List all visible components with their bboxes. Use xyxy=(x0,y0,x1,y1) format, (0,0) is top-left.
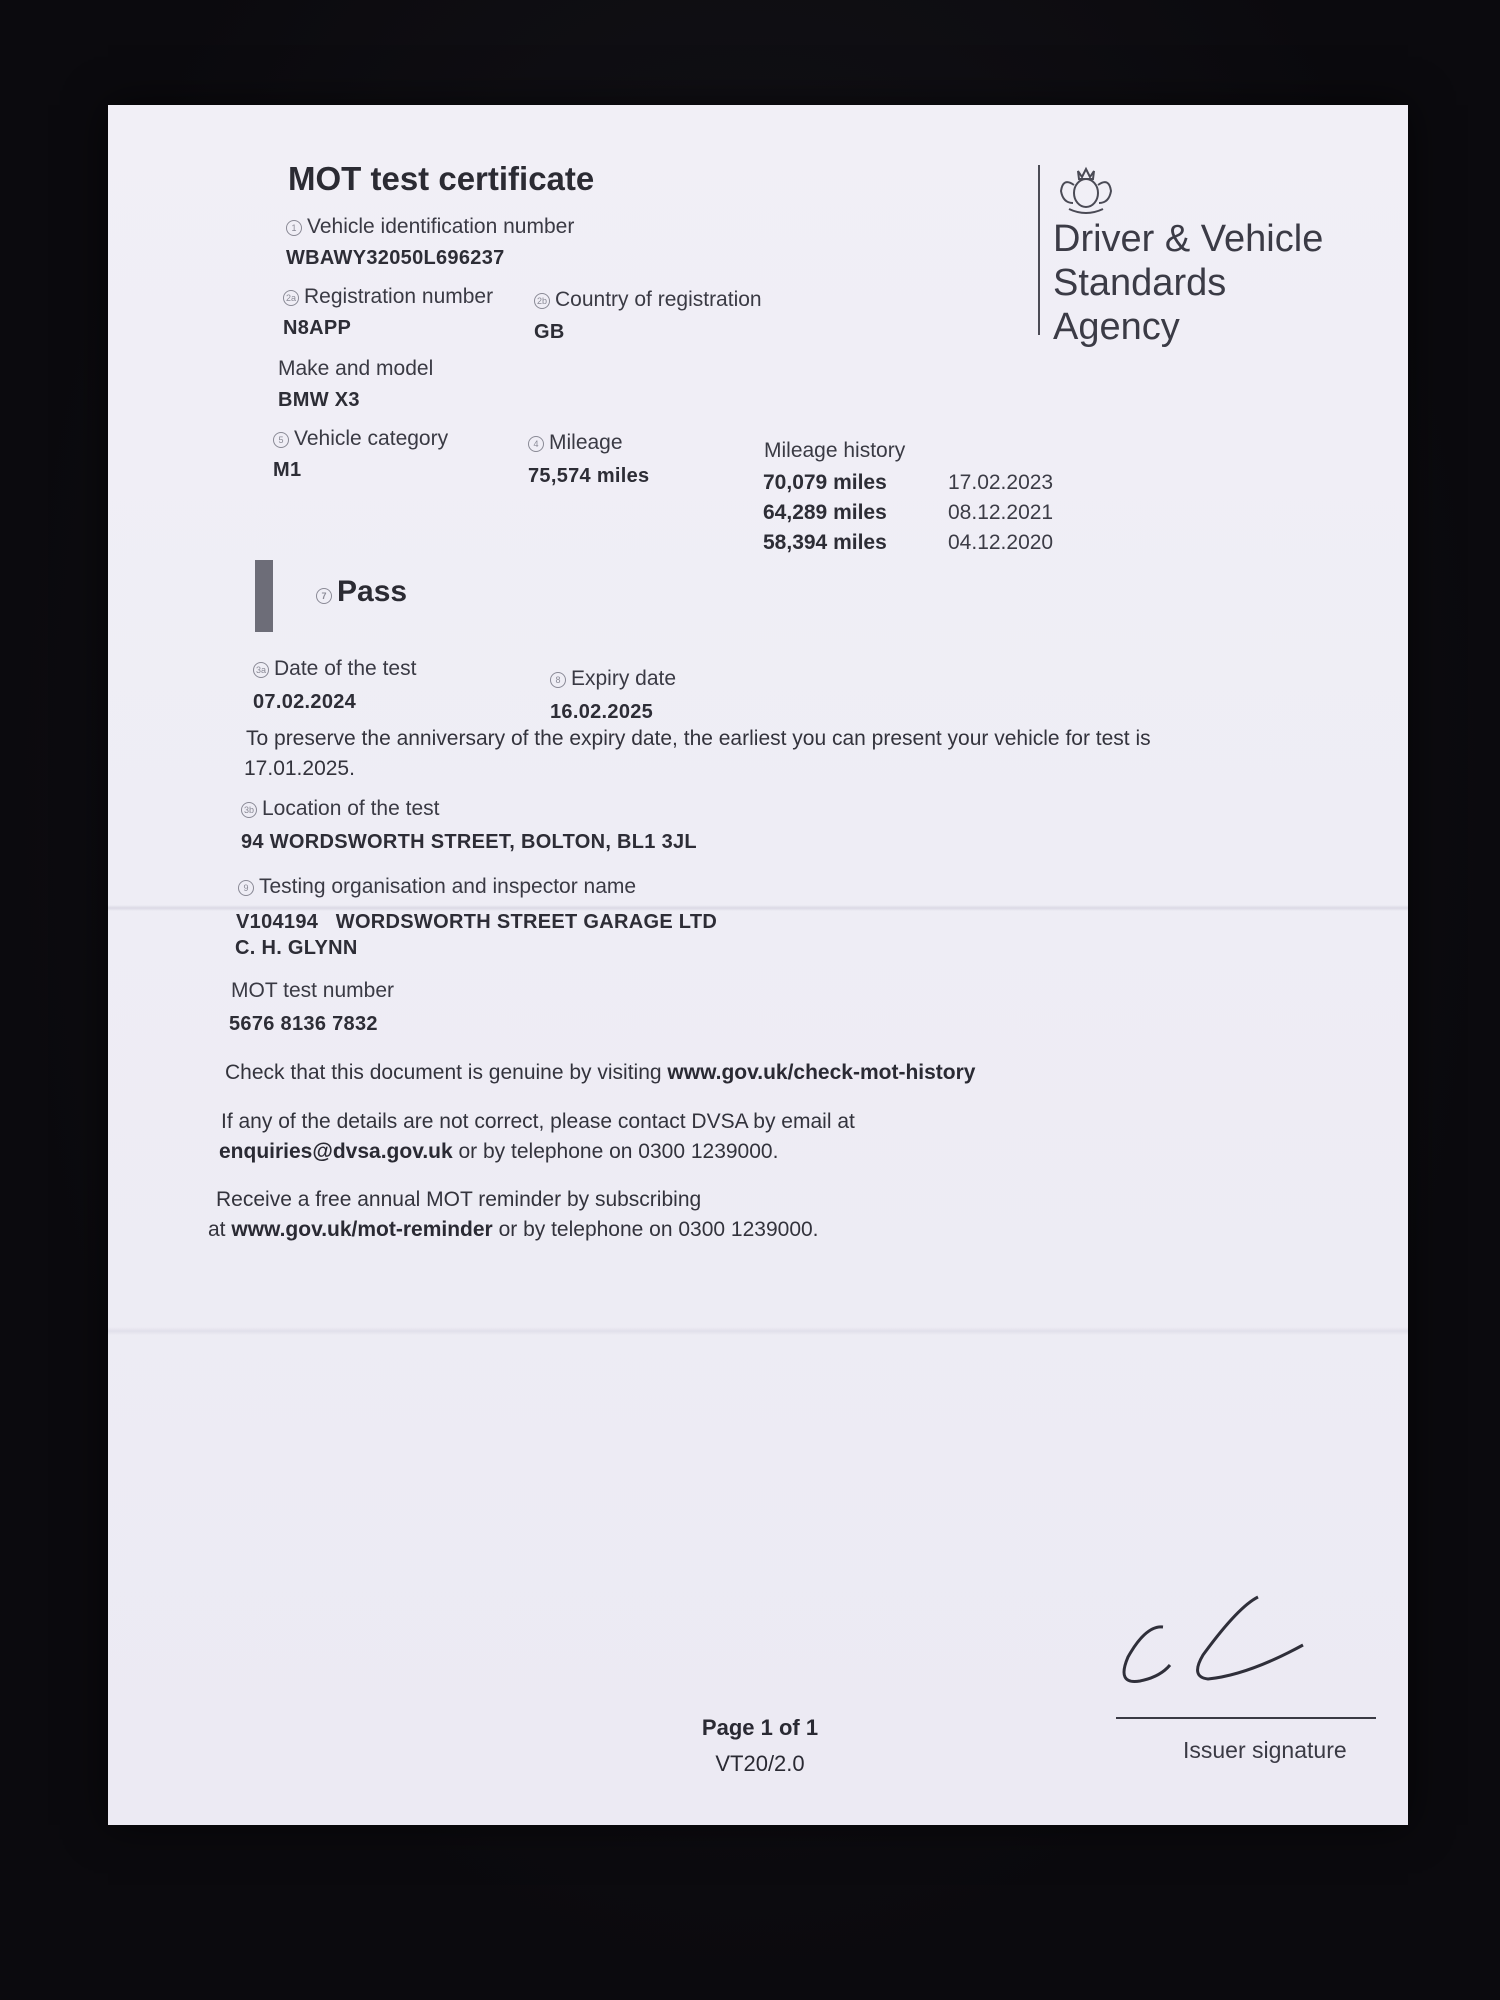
organisation-label: 9 Testing organisation and inspector name xyxy=(238,875,636,899)
royal-crest-icon xyxy=(1053,163,1119,224)
mileage-label: 4 Mileage xyxy=(528,431,623,455)
check-genuine-text: Check that this document is genuine by visiting www.gov.uk/check-mot-history xyxy=(225,1061,976,1084)
organisation-value: V104194 WORDSWORTH STREET GARAGE LTD xyxy=(236,911,718,933)
expiry-label: 8 Expiry date xyxy=(550,667,676,691)
field-number: 3b xyxy=(241,802,257,818)
issuer-signature-label: Issuer signature xyxy=(1183,1737,1347,1763)
inspector-name: C. H. GLYNN xyxy=(235,937,358,959)
mileage-history-row: 58,394 miles 04.12.2020 xyxy=(763,531,1054,554)
make-model-label: Make and model xyxy=(278,357,434,380)
agency-name-line-3: Agency xyxy=(1053,306,1180,348)
registration-label: 2a Registration number xyxy=(283,285,493,309)
vin-label: 1 Vehicle identification number xyxy=(286,215,574,239)
mot-reminder-link[interactable]: www.gov.uk/mot-reminder xyxy=(231,1218,493,1241)
field-number: 8 xyxy=(550,672,566,688)
category-label: 5 Vehicle category xyxy=(273,427,448,451)
dvsa-email-link[interactable]: enquiries@dvsa.gov.uk xyxy=(219,1140,453,1163)
field-number: 9 xyxy=(238,880,254,896)
mileage-value: 75,574 miles xyxy=(528,465,650,487)
field-number: 2b xyxy=(534,293,550,309)
country-label: 2b Country of registration xyxy=(534,288,762,312)
make-model-value: BMW X3 xyxy=(278,389,360,411)
contact-email-line: enquiries@dvsa.gov.uk or by telephone on 0300 1239000. xyxy=(219,1140,779,1163)
reminder-text: Receive a free annual MOT reminder by subscribing xyxy=(216,1188,702,1211)
issuer-signature xyxy=(1108,1585,1308,1700)
location-label: 3b Location of the test xyxy=(241,797,439,821)
signature-line xyxy=(1116,1717,1376,1719)
contact-text: If any of the details are not correct, please contact DVSA by email at xyxy=(221,1110,855,1133)
agency-name-line-1: Driver & Vehicle xyxy=(1053,218,1324,260)
test-date-label: 3a Date of the test xyxy=(253,657,416,681)
category-value: M1 xyxy=(273,459,302,481)
anniversary-earliest-date: 17.01.2025. xyxy=(244,757,355,780)
test-number-label: MOT test number xyxy=(231,979,394,1002)
check-mot-history-link[interactable]: www.gov.uk/check-mot-history xyxy=(667,1061,976,1084)
result-bar xyxy=(255,560,273,632)
mileage-history-row: 64,289 miles 08.12.2021 xyxy=(763,501,1054,524)
result-pass: 7 Pass xyxy=(316,575,407,609)
country-value: GB xyxy=(534,321,565,343)
test-date-value: 07.02.2024 xyxy=(253,691,357,713)
reminder-link-line: at www.gov.uk/mot-reminder or by telephone on 0300 1239000. xyxy=(208,1218,819,1241)
field-number: 7 xyxy=(316,588,332,604)
registration-value: N8APP xyxy=(283,317,352,339)
anniversary-note: To preserve the anniversary of the expiry date, the earliest you can present your vehicle for test is xyxy=(246,727,1151,750)
test-number-value: 5676 8136 7832 xyxy=(229,1013,378,1035)
certificate-title: MOT test certificate xyxy=(288,160,595,197)
agency-divider xyxy=(1038,165,1040,335)
mileage-history-label: Mileage history xyxy=(764,439,906,462)
expiry-value: 16.02.2025 xyxy=(550,701,654,723)
field-number: 3a xyxy=(253,662,269,678)
mot-certificate-paper xyxy=(108,105,1408,1825)
mileage-history-row: 70,079 miles 17.02.2023 xyxy=(763,471,1054,494)
field-number: 5 xyxy=(273,432,289,448)
form-code: VT20/2.0 xyxy=(715,1751,805,1776)
location-value: 94 WORDSWORTH STREET, BOLTON, BL1 3JL xyxy=(241,831,697,853)
vin-value: WBAWY32050L696237 xyxy=(286,247,505,269)
paper-fold-lower xyxy=(108,1327,1408,1335)
field-number: 2a xyxy=(283,290,299,306)
agency-name-line-2: Standards xyxy=(1053,262,1227,304)
page-number: Page 1 of 1 xyxy=(701,1715,819,1740)
field-number: 4 xyxy=(528,436,544,452)
field-number: 1 xyxy=(286,220,302,236)
